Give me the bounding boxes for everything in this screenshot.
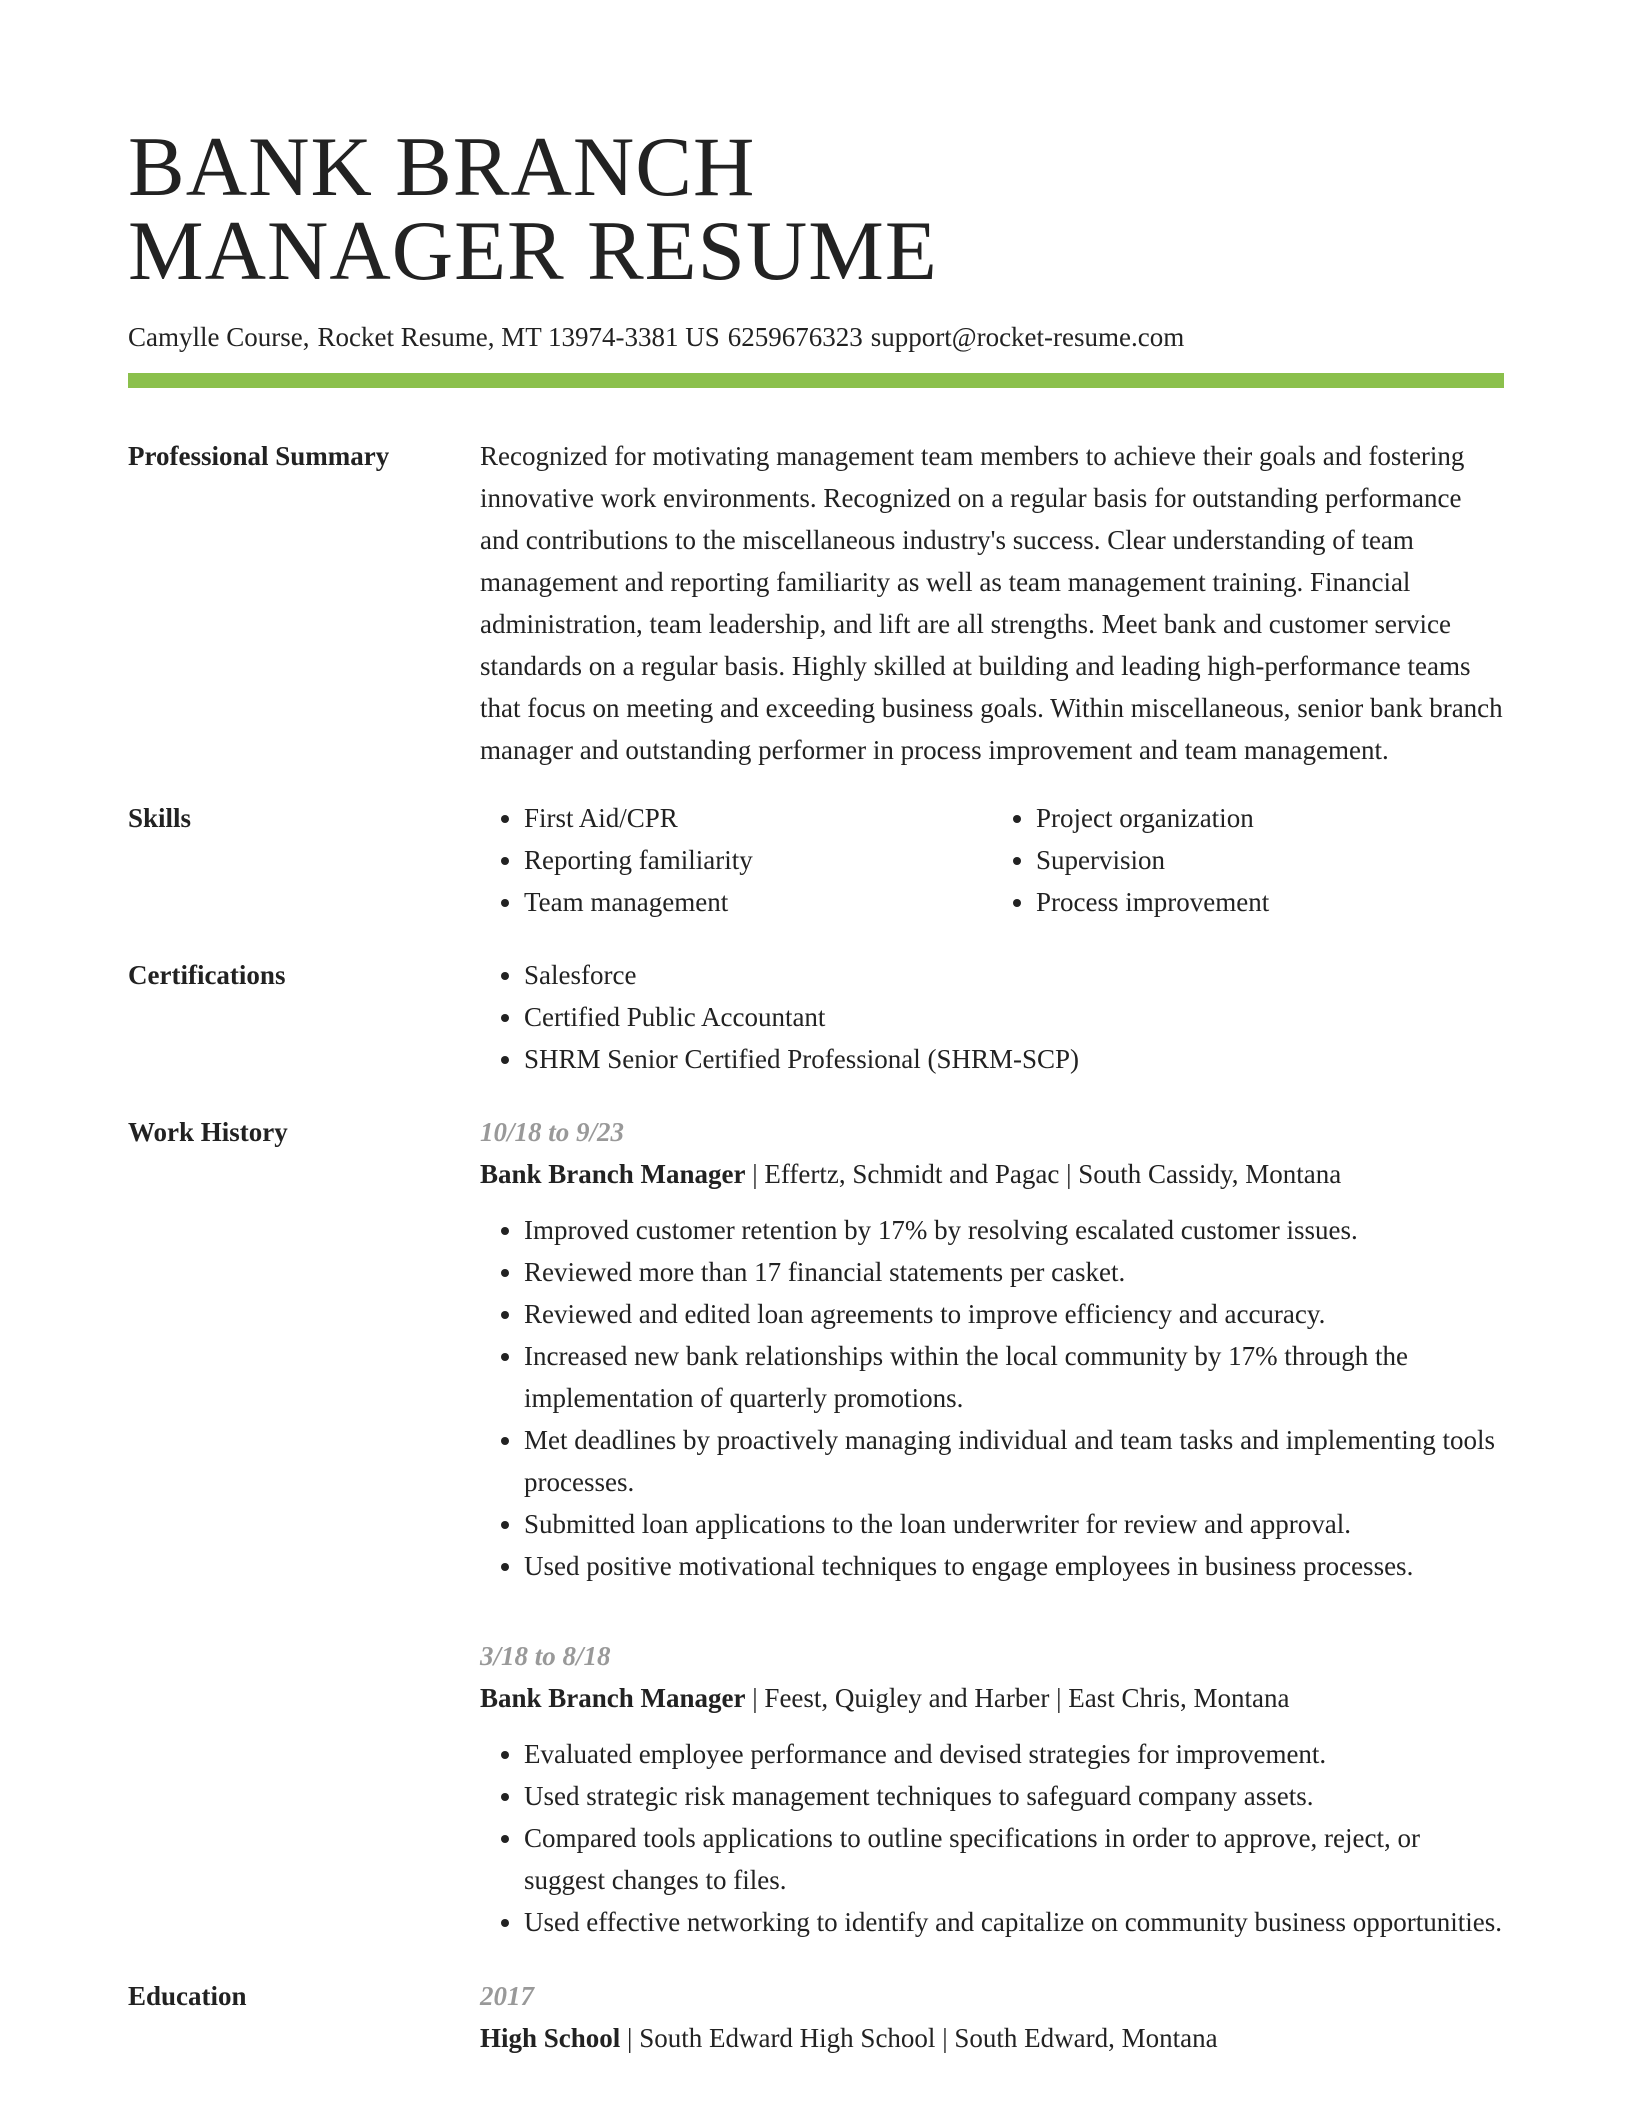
resume-title-line-2: MANAGER RESUME <box>128 204 938 298</box>
resume-title-line-1: BANK BRANCH <box>128 120 756 214</box>
job-bullets <box>480 1209 1504 1587</box>
section-skills <box>128 797 1504 923</box>
job-bullet: • Submitted loan applications to the loan underwriter for review and approval. <box>524 1503 1504 1545</box>
education-date: 2017 <box>480 1981 534 2011</box>
job-bullet: • Reviewed more than 17 financial statements per casket. <box>524 1251 1504 1293</box>
section-label-skills: Skills <box>128 803 192 833</box>
accent-divider <box>128 373 1504 388</box>
job-entry <box>480 1635 1504 1943</box>
skills-list-right <box>992 797 1504 923</box>
section-professional-summary <box>128 435 1504 771</box>
job-bullets <box>480 1733 1504 1943</box>
resume-page <box>128 120 1504 2059</box>
job-bullet: • Met deadlines by proactively managing individual and team tasks and implementing tools processes. <box>524 1419 1504 1503</box>
job-title: Bank Branch Manager <box>480 1159 746 1189</box>
section-work-history <box>128 1111 1504 1943</box>
job-bullet: • Improved customer retention by 17% by resolving escalated customer issues. <box>524 1209 1504 1251</box>
skills-grid <box>480 797 1504 923</box>
certifications-content <box>480 954 1504 1080</box>
job-entry <box>480 1111 1504 1587</box>
certification-item: • Salesforce <box>524 954 1504 996</box>
section-label-education: Education <box>128 1981 247 2011</box>
job-bullet: • Increased new bank relationships within the local community by 17% through the implementation of quarterly promotions. <box>524 1335 1504 1419</box>
job-bullet: • Evaluated employee performance and devised strategies for improvement. <box>524 1733 1504 1775</box>
job-date: 3/18 to 8/18 <box>480 1641 611 1671</box>
contact-phone: 6259676323 <box>727 322 863 352</box>
skill-item: • Team management <box>524 881 992 923</box>
summary-content <box>480 435 1504 771</box>
contact-line <box>128 319 1504 355</box>
job-bullet: • Compared tools applications to outline specifications in order to approve, reject, or suggest changes to files. <box>524 1817 1504 1901</box>
skill-item: • Project organization <box>1036 797 1504 839</box>
skill-item: • Supervision <box>1036 839 1504 881</box>
skill-item: • First Aid/CPR <box>524 797 992 839</box>
job-title: Bank Branch Manager <box>480 1683 746 1713</box>
job-role-line <box>480 1153 1504 1195</box>
job-date: 10/18 to 9/23 <box>480 1117 625 1147</box>
job-details: | Feest, Quigley and Harber | East Chris, Montana <box>745 1683 1290 1713</box>
section-label-summary: Professional Summary <box>128 441 390 471</box>
education-content <box>480 1975 1504 2059</box>
skill-item: • Reporting familiarity <box>524 839 992 881</box>
contact-email: support@rocket-resume.com <box>870 322 1185 352</box>
certifications-list <box>480 954 1504 1080</box>
section-certifications <box>128 954 1504 1080</box>
certification-item: • SHRM Senior Certified Professional (SHRM-SCP) <box>524 1038 1504 1080</box>
summary-text: Recognized for motivating management team members to achieve their goals and fostering innovative work environments. Recognized on a regular basis for outstanding performance and contributions to the miscellaneous industry's success. Clear understanding of team management and reporting familiarity as well as team management training. Financial administration, team leadership, and lift are all strengths. Meet bank and customer service standards on a regular basis. Highly skilled at building and leading high-performance teams that focus on meeting and exceeding business goals. Within miscellaneous, senior bank branch manager and outstanding performer in process improvement and team management. <box>480 441 1503 765</box>
skills-list-left <box>480 797 992 923</box>
section-education <box>128 1975 1504 2059</box>
job-role-line <box>480 1677 1504 1719</box>
certification-item: • Certified Public Accountant <box>524 996 1504 1038</box>
education-title: High School <box>480 2023 621 2053</box>
job-bullet: • Reviewed and edited loan agreements to improve efficiency and accuracy. <box>524 1293 1504 1335</box>
work-history-content <box>480 1111 1504 1943</box>
contact-name: Camylle Course, <box>128 322 310 352</box>
section-label-work-history: Work History <box>128 1117 288 1147</box>
job-details: | Effertz, Schmidt and Pagac | South Cassidy, Montana <box>745 1159 1342 1189</box>
job-bullet: • Used strategic risk management techniques to safeguard company assets. <box>524 1775 1504 1817</box>
education-details: | South Edward High School | South Edward, Montana <box>620 2023 1218 2053</box>
job-bullet: • Used effective networking to identify and capitalize on community business opportunities. <box>524 1901 1504 1943</box>
education-role-line <box>480 2017 1504 2059</box>
contact-address: Rocket Resume, MT 13974-3381 US <box>317 322 720 352</box>
skill-item: • Process improvement <box>1036 881 1504 923</box>
section-label-certifications: Certifications <box>128 960 286 990</box>
job-bullet: • Used positive motivational techniques to engage employees in business processes. <box>524 1545 1504 1587</box>
resume-title <box>128 120 1504 298</box>
